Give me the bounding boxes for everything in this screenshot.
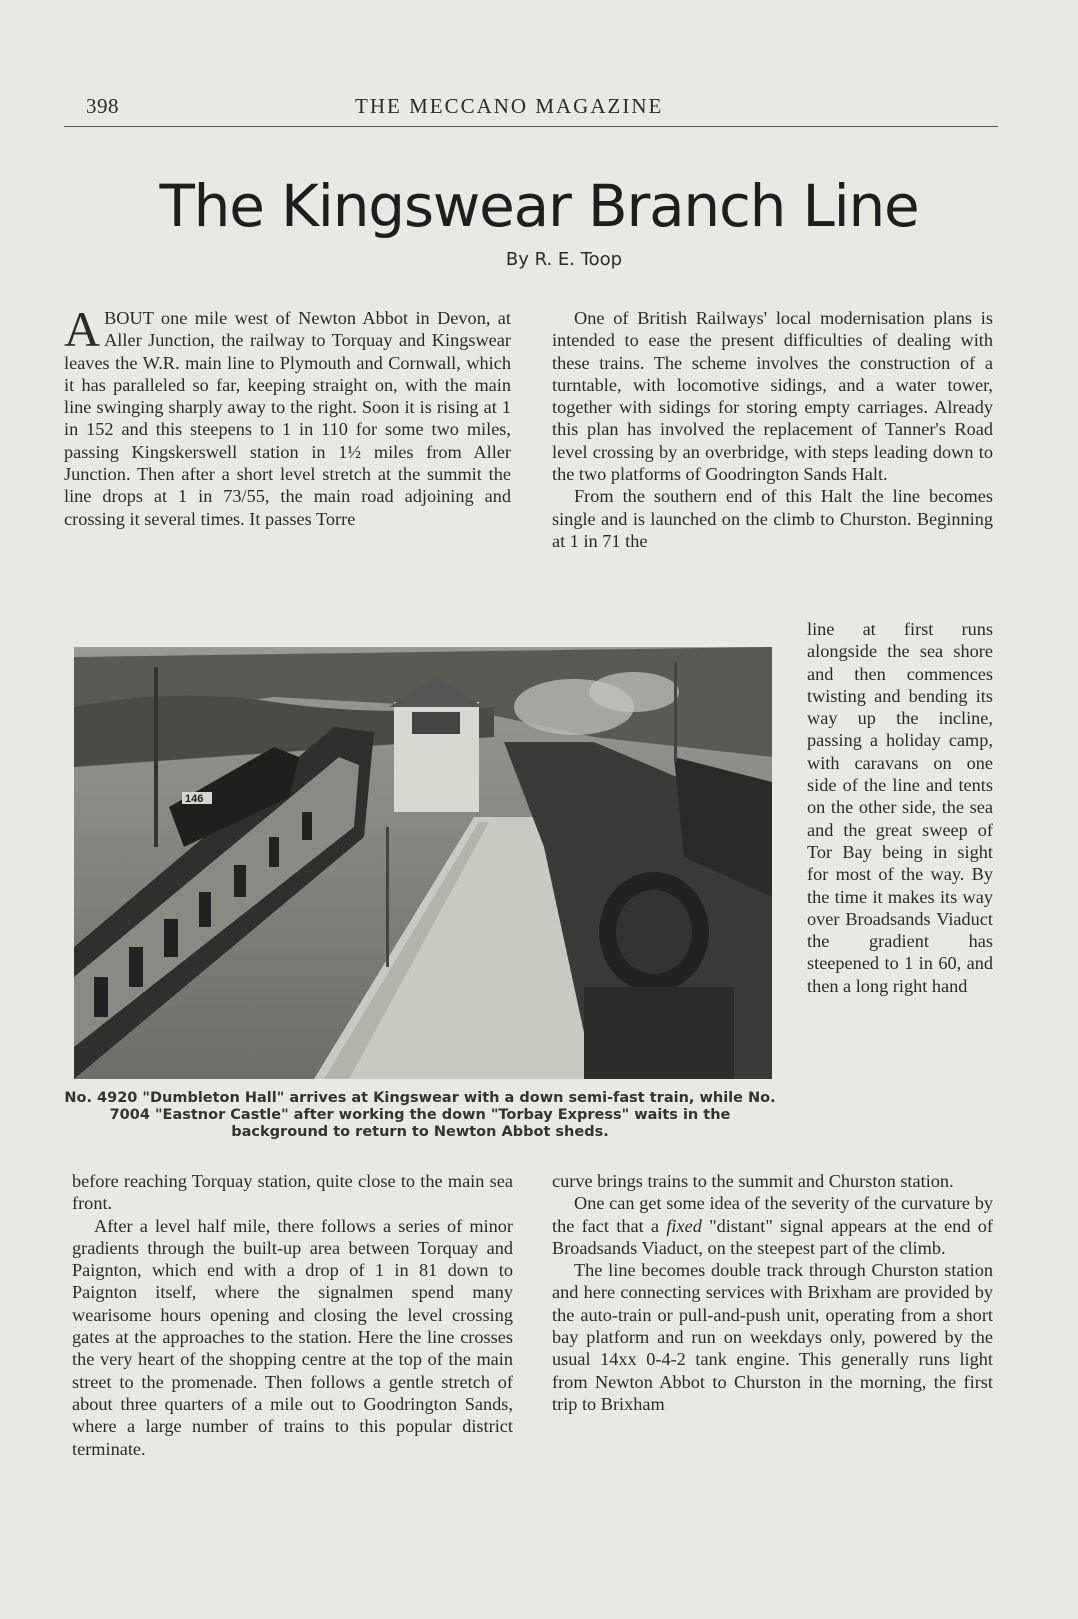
- paragraph: From the southern end of this Halt the line becomes single and is launched on the climb to Churston. Beginning at 1 in 71 the: [552, 486, 993, 551]
- paragraph: After a level half mile, there follows a series of minor gradients through the built-up area between Torquay and Paignton, which end with a drop of 1 in 81 down to Paignton itself, where the signalmen spend many wearisome hours opening and closing the level crossing gates at the approaches to the station. Here the line crosses the very heart of the shopping centre at the top of the main street to the promenade. Then follows a gentle stretch of about three quarters of a mile out to Goodrington Sands, where a large number of trains to this popular district terminate.: [72, 1215, 513, 1459]
- text-run: "distant" signal appears at the end of Broadsands Viaduct, on the steepest part of the climb.: [552, 1215, 993, 1258]
- article-title: The Kingswear Branch Line: [159, 172, 919, 240]
- train-photo: [74, 647, 772, 1079]
- paragraph: [64, 301, 511, 530]
- column-left-top: [64, 301, 511, 530]
- emphasis: fixed: [666, 1215, 702, 1236]
- text-run: One can get some idea of the severity of the curvature by the fact that a: [552, 1193, 993, 1236]
- drop-cap: A: [64, 301, 101, 357]
- paragraph: [552, 1192, 993, 1259]
- page-number: 398: [86, 94, 119, 118]
- paragraph: The line becomes double track through Churston station and here connecting services with Brixham are provided by the auto-train or pull-and-push unit, operating from a short bay platform and run on weekdays only, powered by the usual 14xx 0-4-2 tank engine. This generally runs light from Newton Abbot to Churston in the morning, the first trip to Brixham: [552, 1260, 993, 1414]
- header-rule: [64, 126, 998, 127]
- paragraph-text: BOUT one mile west of Newton Abbot in Devon, at Aller Junction, the railway to Torquay and Kingswear leaves the W.R. main line to Plymouth and Cornwall, which it has paralleled so far, keeping straight on, with the main line swinging sharply away to the right. Soon it is rising at 1 in 152 and this steepens to 1 in 110 for some two miles, passing Kingskerswell station in 1½ miles from Aller Junction. Then after a short level stretch at the summit the line drops at 1 in 73/55, the main road adjoining and crossing it several times. It passes Torre: [64, 308, 511, 529]
- paragraph: One of British Railways' local modernisation plans is intended to ease the present difficulties of dealing with these trains. The scheme involves the construction of a turntable, with locomotive sidings, and a water tower, together with sidings for storing empty carriages. Already this plan has involved the replacement of Tanner's Road level crossing by an overbridge, with steps leading down to the two platforms of Goodrington Sands Halt.: [552, 308, 993, 485]
- column-narrow: [807, 618, 993, 997]
- paragraph: curve brings trains to the summit and Churston station.: [552, 1171, 954, 1191]
- column-right-top: [552, 307, 993, 552]
- column-left-bottom: [72, 1170, 513, 1460]
- paragraph: line at first runs alongside the sea shore and then commences twisting and bending its way up the incline, passing a holiday camp, with caravans on one side of the line and tents on the other side, the sea and the great sweep of Tor Bay being in sight for most of the way. By the time it makes its way over Broadsands Viaduct the gradient has steepened to 1 in 60, and then a long right hand: [807, 619, 993, 996]
- engine-number-plate: 146: [185, 793, 204, 805]
- photo-caption: No. 4920 "Dumbleton Hall" arrives at Kingswear with a down semi-fast train, while No. 7004 "Eastnor Castle" after working the down "Torbay Express" waits in the background to return to Newton Abbot sheds.: [64, 1090, 776, 1140]
- paragraph: before reaching Torquay station, quite close to the main sea front.: [72, 1171, 513, 1214]
- byline: By R. E. Toop: [505, 249, 623, 270]
- running-head: THE MECCANO MAGAZINE: [355, 94, 664, 118]
- column-right-bottom: [552, 1170, 993, 1415]
